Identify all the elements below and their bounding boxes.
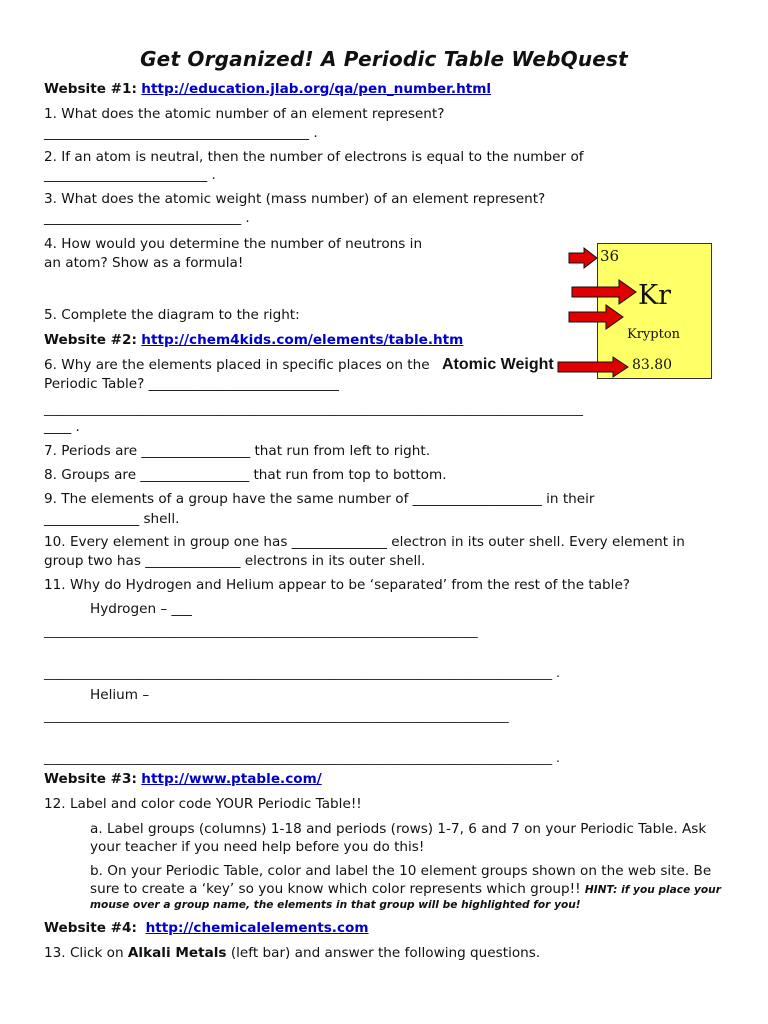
question-12: 12. Label and color code YOUR Periodic Table!! <box>44 796 362 812</box>
website-4-link[interactable]: http://chemicalelements.com <box>145 920 369 936</box>
question-12b-line-1: b. On your Periodic Table, color and label the 10 element groups shown on the web site. Be <box>90 863 712 879</box>
question-8: 8. Groups are ________________ that run from top to bottom. <box>44 467 447 483</box>
website-2-label: Website #2 <box>44 332 132 348</box>
question-9-line-1: 9. The elements of a group have the same number of ___________________ in their <box>44 491 595 507</box>
website-4-label: Website #4 <box>44 920 132 936</box>
question-2: 2. If an atom is neutral, then the number of electrons is equal to the number of <box>44 149 584 165</box>
website-1-link[interactable]: http://education.jlab.org/qa/pen_number.html <box>141 81 492 97</box>
element-weight: 83.80 <box>632 357 673 373</box>
hydrogen-answer-line-1[interactable]: ______________________________________________________________________ <box>44 623 478 638</box>
website-2-link[interactable]: http://chem4kids.com/elements/table.htm <box>141 332 464 348</box>
website-1-line: Website #1: http://education.jlab.org/qa/pen_number.html <box>44 81 492 97</box>
arrow-weight-icon <box>557 356 629 378</box>
question-13-suffix: (left bar) and answer the following questions. <box>226 945 541 961</box>
question-12a-line-2: your teacher if you need help before you do this! <box>90 839 425 855</box>
arrow-symbol-icon <box>571 279 637 305</box>
website-3-link[interactable]: http://www.ptable.com/ <box>141 771 322 787</box>
question-13 <box>44 944 540 962</box>
atomic-weight-label: Atomic Weight <box>442 356 554 373</box>
hint-text-2: mouse over a group name, the elements in that group will be highlighted for you! <box>90 899 581 911</box>
answer-line-3[interactable]: _____________________________ . <box>44 210 250 226</box>
question-11: 11. Why do Hydrogen and Helium appear to be ‘separated’ from the rest of the table? <box>44 577 631 593</box>
question-1: 1. What does the atomic number of an element represent? <box>44 106 445 122</box>
website-2-line: Website #2: http://chem4kids.com/elements/table.htm <box>44 332 464 348</box>
question-13-bold: Alkali Metals <box>127 945 227 961</box>
helium-answer-line-1[interactable]: ___________________________________________________________________________ <box>44 708 509 723</box>
page-title: Get Organized! A Periodic Table WebQuest <box>140 47 628 71</box>
question-12a-line-1: a. Label groups (columns) 1-18 and periods (rows) 1-7, 6 and 7 on your Periodic Table. Ask <box>90 821 707 837</box>
answer-line-6b[interactable]: ____ . <box>44 419 80 435</box>
website-1-label: Website #1 <box>44 81 132 97</box>
question-4-line-1: 4. How would you determine the number of neutrons in <box>44 236 423 252</box>
hydrogen-label: Hydrogen – ___ <box>90 601 192 617</box>
question-13-prefix: 13. Click on <box>44 945 128 961</box>
helium-answer-line-2[interactable]: __________________________________________________________________________________ . <box>44 750 560 765</box>
question-10-line-2: group two has ______________ electrons in its outer shell. <box>44 553 426 569</box>
answer-line-2[interactable]: ________________________ . <box>44 167 216 183</box>
element-symbol: Kr <box>638 280 672 311</box>
answer-line-1[interactable]: _______________________________________ . <box>44 125 318 141</box>
question-10-line-1: 10. Every element in group one has ______________ electron in its outer shell. Every element in <box>44 534 685 550</box>
website-3-label: Website #3 <box>44 771 132 787</box>
website-3-line: Website #3: http://www.ptable.com/ <box>44 771 322 787</box>
hint-text-1: HINT: if you place your <box>584 884 721 896</box>
question-4-line-2: an atom? Show as a formula! <box>44 255 244 271</box>
element-name: Krypton <box>627 327 681 342</box>
question-5: 5. Complete the diagram to the right: <box>44 307 300 323</box>
question-7: 7. Periods are ________________ that run from left to right. <box>44 443 431 459</box>
question-12b-text: sure to create a ‘key’ so you know which color represents which group!! <box>90 881 581 897</box>
helium-label: Helium – <box>90 687 150 703</box>
question-6-line-2[interactable]: Periodic Table? ____________________________ <box>44 376 339 392</box>
element-atomic-number: 36 <box>600 247 620 265</box>
website-4-line: Website #4: http://chemicalelements.com <box>44 920 369 936</box>
arrow-name-icon <box>568 304 624 330</box>
question-3: 3. What does the atomic weight (mass number) of an element represent? <box>44 191 546 207</box>
question-6-line-1: 6. Why are the elements placed in specific places on the <box>44 357 430 373</box>
arrow-atomic-number-icon <box>568 247 598 269</box>
hydrogen-answer-line-2[interactable]: __________________________________________________________________________________ . <box>44 665 560 680</box>
hint-line-2 <box>90 895 581 914</box>
question-9-line-2: ______________ shell. <box>44 511 180 527</box>
answer-line-6a[interactable]: _______________________________________________________________________________________ <box>44 401 583 416</box>
